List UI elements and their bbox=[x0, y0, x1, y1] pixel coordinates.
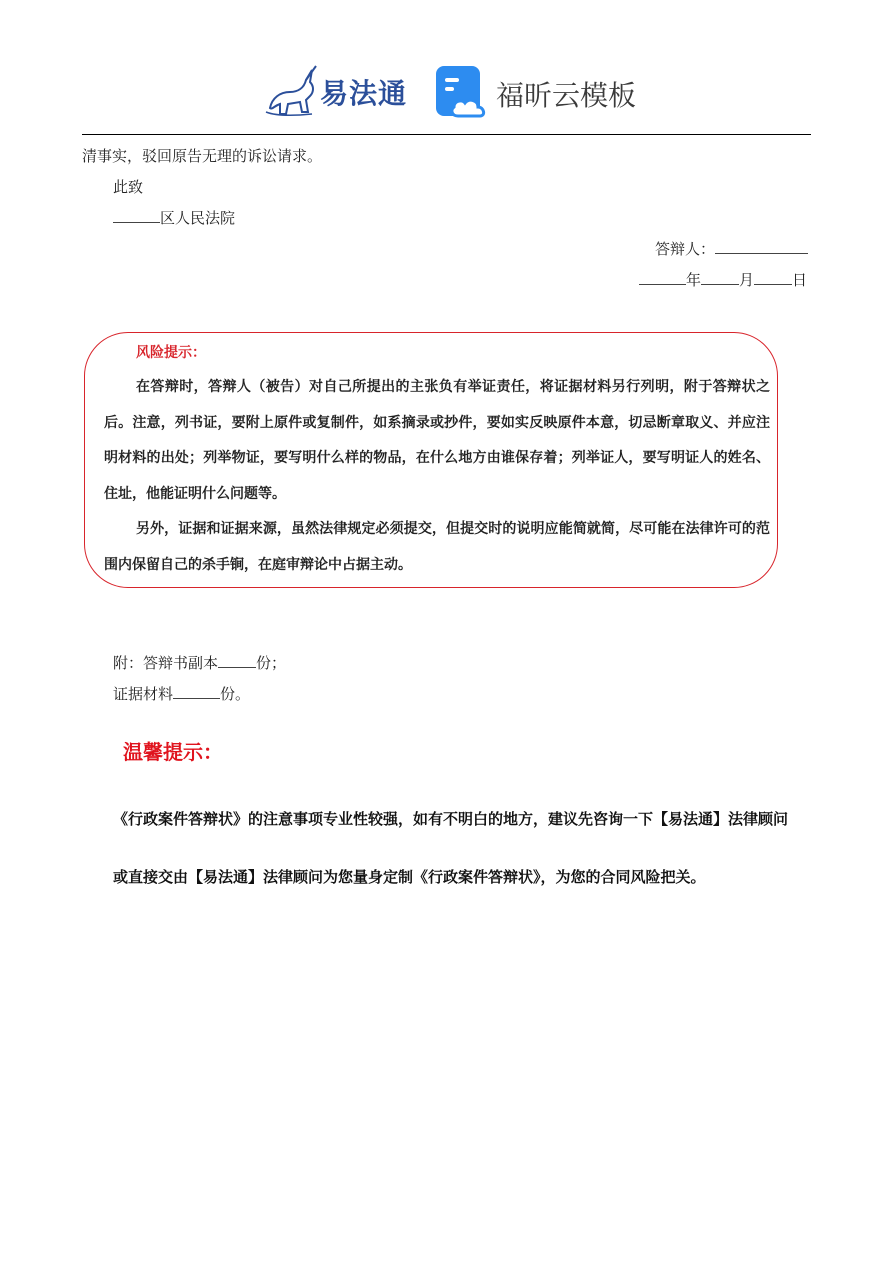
respondent-label: 答辩人： bbox=[655, 240, 716, 258]
copy-count-blank bbox=[218, 653, 256, 668]
court-name: 区人民法院 bbox=[160, 209, 236, 227]
attachment-line-1 bbox=[113, 653, 286, 673]
evidence-label: 证据材料 bbox=[113, 685, 174, 703]
respondent-blank bbox=[715, 239, 808, 254]
month-blank bbox=[701, 270, 739, 285]
court-line bbox=[113, 208, 235, 228]
fuxin-logo-text: 福昕云模板 bbox=[496, 79, 637, 112]
unicorn-icon bbox=[262, 62, 322, 118]
year-blank bbox=[639, 270, 686, 285]
date-year: 年 bbox=[686, 271, 702, 289]
fuxin-logo bbox=[436, 64, 636, 120]
yifatong-logo-text: 易法通 bbox=[320, 77, 408, 110]
evidence-count-blank bbox=[173, 684, 220, 699]
salutation: 此致 bbox=[113, 178, 144, 196]
date-day: 日 bbox=[792, 271, 808, 289]
date-month: 月 bbox=[739, 271, 755, 289]
warm-tip-title: 温馨提示： bbox=[123, 740, 223, 764]
warm-tip-body bbox=[113, 790, 813, 906]
attachment-copy-suffix: 份； bbox=[256, 654, 287, 672]
respondent-line bbox=[655, 239, 808, 259]
cloud-document-icon bbox=[436, 64, 492, 120]
closing-line: 清事实，驳回原告无理的诉讼请求。 bbox=[82, 147, 323, 165]
yifatong-logo bbox=[262, 62, 412, 118]
risk-title: 风险提示： bbox=[136, 345, 206, 361]
day-blank bbox=[754, 270, 792, 285]
warm-tip-line-1: 《行政案件答辩状》的注意事项专业性较强，如有不明白的地方，建议先咨询一下【易法通】法律顾问 bbox=[113, 810, 789, 828]
risk-paragraph-1: 在答辩时，答辩人（被告）对自己所提出的主张负有举证责任，将证据材料另行列明，附于答辩状之后。注意，列书证，要附上原件或复制件，如系摘录或抄件，要如实反映原件本意，切忌断章取义、并应注明材料的出处；列举物证，要写明什么样的物品，在什么地方由谁保存着；列举证人，要写明证人的姓名、住址，他能证明什么问题等。 bbox=[104, 379, 770, 502]
header-divider bbox=[82, 134, 811, 135]
evidence-suffix: 份。 bbox=[220, 685, 251, 703]
risk-body bbox=[104, 370, 770, 584]
warm-tip-line-2: 或直接交由【易法通】法律顾问为您量身定制《行政案件答辩状》，为您的合同风险把关。 bbox=[113, 868, 706, 886]
risk-paragraph-2: 另外，证据和证据来源，虽然法律规定必须提交，但提交时的说明应能简就简，尽可能在法律许可的范围内保留自己的杀手锏，在庭审辩论中占据主动。 bbox=[104, 521, 770, 573]
attachment-copy-label: 附：答辩书副本 bbox=[113, 654, 219, 672]
attachment-line-2 bbox=[113, 684, 250, 704]
date-line bbox=[639, 270, 807, 290]
court-blank bbox=[113, 208, 160, 223]
